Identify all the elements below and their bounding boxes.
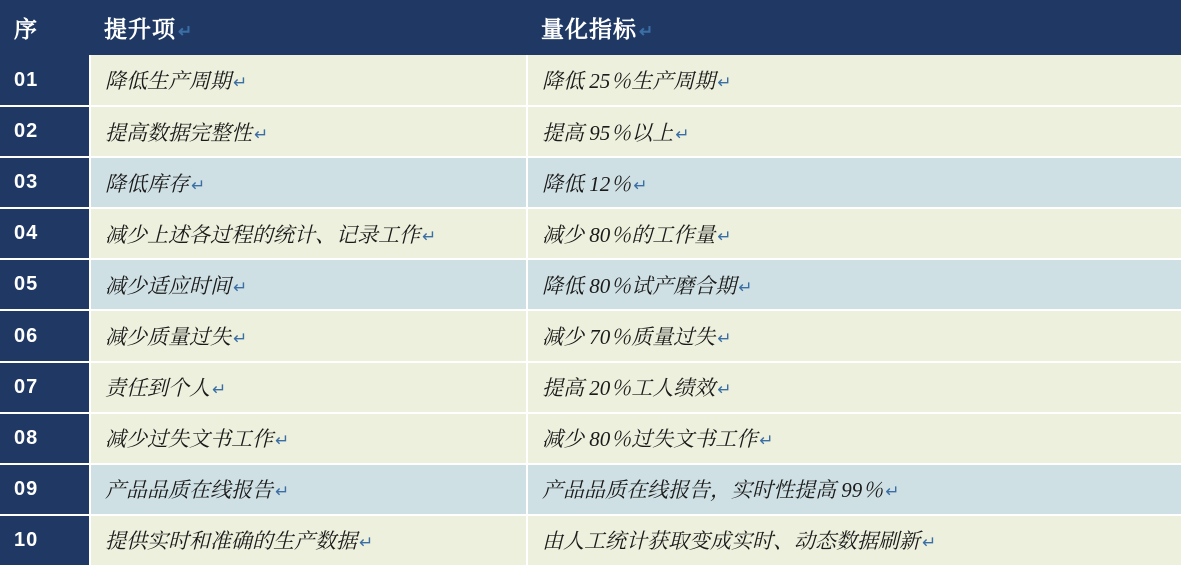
paragraph-mark-icon: ↵ xyxy=(922,533,937,553)
paragraph-mark-icon: ↵ xyxy=(233,329,248,349)
paragraph-mark-icon: ↵ xyxy=(738,277,753,297)
header-row xyxy=(0,0,1181,55)
column-header-item xyxy=(90,0,527,55)
paragraph-mark-icon: ↵ xyxy=(717,73,732,93)
row-sequence: 06 xyxy=(0,310,90,361)
table-row xyxy=(0,55,1181,106)
row-item xyxy=(90,362,527,413)
row-sequence: 02 xyxy=(0,106,90,157)
row-item xyxy=(90,310,527,361)
paragraph-mark-icon: ↵ xyxy=(359,533,374,553)
row-sequence: 08 xyxy=(0,413,90,464)
row-item-label: 减少适应时间 xyxy=(105,273,231,298)
row-metric xyxy=(527,413,1181,464)
row-sequence: 01 xyxy=(0,55,90,106)
row-item xyxy=(90,259,527,310)
row-sequence: 03 xyxy=(0,157,90,208)
paragraph-mark-icon: ↵ xyxy=(633,175,648,195)
row-metric xyxy=(527,362,1181,413)
paragraph-mark-icon: ↵ xyxy=(233,277,248,297)
row-item-label: 减少过失文书工作 xyxy=(105,427,273,452)
table-row xyxy=(0,106,1181,157)
paragraph-mark-icon: ↵ xyxy=(212,380,227,400)
row-metric-label: 由人工统计获取变成实时、动态数据刷新 xyxy=(542,529,920,554)
row-metric-label: 产品品质在线报告，实时性提高 99％ xyxy=(542,478,884,503)
row-sequence: 07 xyxy=(0,362,90,413)
row-item xyxy=(90,208,527,259)
row-metric xyxy=(527,310,1181,361)
row-item-label: 降低生产周期 xyxy=(105,69,231,94)
column-header-metric-label: 量化指标 xyxy=(541,17,637,42)
paragraph-mark-icon: ↵ xyxy=(717,380,732,400)
row-item xyxy=(90,106,527,157)
paragraph-mark-icon: ↵ xyxy=(191,175,206,195)
paragraph-mark-icon: ↵ xyxy=(639,22,655,41)
table-body xyxy=(0,55,1181,566)
paragraph-mark-icon: ↵ xyxy=(675,124,690,144)
column-header-metric xyxy=(527,0,1181,55)
paragraph-mark-icon: ↵ xyxy=(422,226,437,246)
row-metric-label: 减少 80％的工作量 xyxy=(542,222,716,247)
row-item-label: 责任到个人 xyxy=(105,376,210,401)
table-row xyxy=(0,413,1181,464)
paragraph-mark-icon: ↵ xyxy=(885,482,900,502)
row-metric xyxy=(527,208,1181,259)
table-row xyxy=(0,208,1181,259)
row-metric-label: 减少 80％过失文书工作 xyxy=(542,427,758,452)
table-row xyxy=(0,515,1181,566)
row-metric-label: 降低 25％生产周期 xyxy=(542,69,716,94)
table-row xyxy=(0,464,1181,515)
row-item xyxy=(90,55,527,106)
row-item xyxy=(90,515,527,566)
row-metric xyxy=(527,259,1181,310)
row-item-label: 减少质量过失 xyxy=(105,325,231,350)
row-metric xyxy=(527,106,1181,157)
table-header xyxy=(0,0,1181,55)
column-header-seq: 序 xyxy=(0,0,90,55)
table-row xyxy=(0,157,1181,208)
row-sequence: 09 xyxy=(0,464,90,515)
paragraph-mark-icon: ↵ xyxy=(275,482,290,502)
paragraph-mark-icon: ↵ xyxy=(717,329,732,349)
row-item xyxy=(90,157,527,208)
table-row xyxy=(0,362,1181,413)
row-item-label: 降低库存 xyxy=(105,171,189,196)
row-item-label: 提供实时和准确的生产数据 xyxy=(105,529,357,554)
row-sequence: 04 xyxy=(0,208,90,259)
paragraph-mark-icon: ↵ xyxy=(254,124,269,144)
row-metric-label: 提高 20％工人绩效 xyxy=(542,376,716,401)
table-row xyxy=(0,310,1181,361)
paragraph-mark-icon: ↵ xyxy=(233,73,248,93)
paragraph-mark-icon: ↵ xyxy=(759,431,774,451)
row-sequence: 05 xyxy=(0,259,90,310)
row-item-label: 提高数据完整性 xyxy=(105,120,252,145)
paragraph-mark-icon: ↵ xyxy=(275,431,290,451)
table-row xyxy=(0,259,1181,310)
row-metric-label: 减少 70％质量过失 xyxy=(542,325,716,350)
row-metric xyxy=(527,55,1181,106)
row-metric-label: 降低 80％试产磨合期 xyxy=(542,273,737,298)
row-sequence: 10 xyxy=(0,515,90,566)
paragraph-mark-icon: ↵ xyxy=(178,22,194,41)
row-item-label: 产品品质在线报告 xyxy=(105,478,273,503)
row-metric-label: 降低 12％ xyxy=(542,171,632,196)
row-metric-label: 提高 95％以上 xyxy=(542,120,674,145)
row-item xyxy=(90,464,527,515)
row-metric xyxy=(527,157,1181,208)
column-header-item-label: 提升项 xyxy=(104,17,176,42)
row-metric xyxy=(527,515,1181,566)
row-item-label: 减少上述各过程的统计、记录工作 xyxy=(105,222,420,247)
row-item xyxy=(90,413,527,464)
paragraph-mark-icon: ↵ xyxy=(717,226,732,246)
row-metric xyxy=(527,464,1181,515)
